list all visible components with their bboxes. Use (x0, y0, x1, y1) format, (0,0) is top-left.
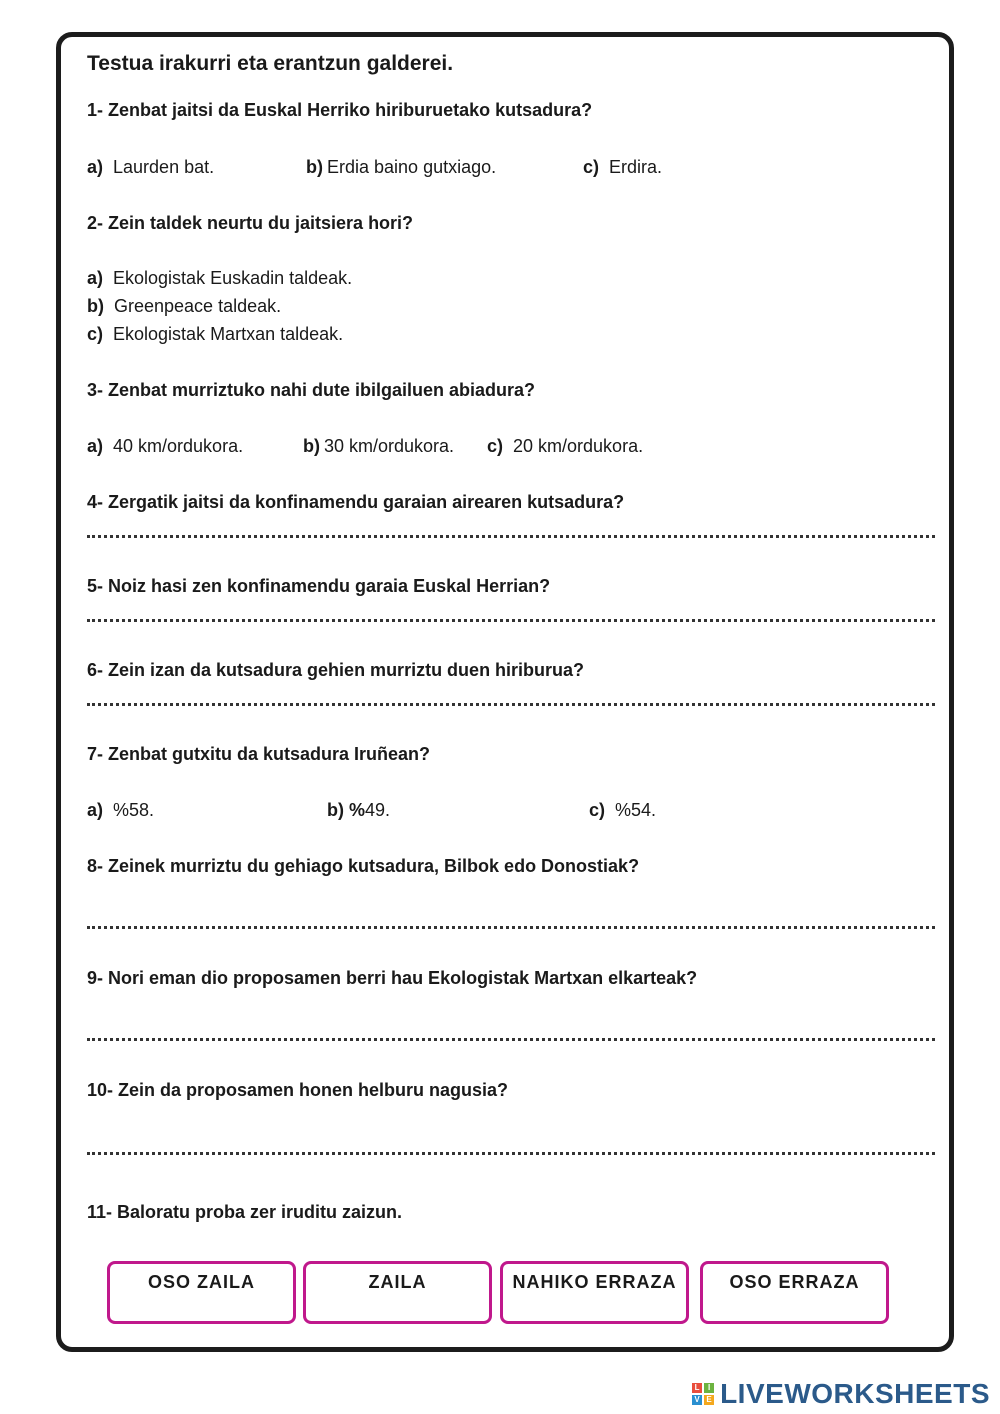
rating-oso-erraza-button[interactable]: OSO ERRAZA (700, 1261, 889, 1324)
q2-option-a[interactable]: a) Ekologistak Euskadin taldeak. (87, 268, 353, 288)
worksheet-title: Testua irakurri eta erantzun galderei. (87, 52, 454, 75)
rating-nahiko-erraza-button[interactable]: NAHIKO ERRAZA (500, 1261, 689, 1324)
q10-answer-line[interactable] (87, 1152, 935, 1155)
question-4: 4- Zergatik jaitsi da konfinamendu garaian airearen kutsadura? (87, 492, 625, 512)
q7-option-b[interactable]: b) %49. (327, 800, 391, 820)
question-9: 9- Nori eman dio proposamen berri hau Ekologistak Martxan elkarteak? (87, 968, 698, 988)
brand-name: LIVEWORKSHEETS (720, 1378, 990, 1409)
question-1: 1- Zenbat jaitsi da Euskal Herriko hiriburuetako kutsadura? (87, 100, 593, 120)
q2-option-c[interactable]: c) Ekologistak Martxan taldeak. (87, 324, 344, 344)
q7-option-c[interactable]: c) %54. (589, 800, 657, 820)
question-2: 2- Zein taldek neurtu du jaitsiera hori? (87, 213, 414, 233)
q7-option-a[interactable]: a) %58. (87, 800, 155, 820)
q5-answer-line[interactable] (87, 619, 935, 622)
question-6: 6- Zein izan da kutsadura gehien murriztu duen hiriburua? (87, 660, 585, 680)
question-8: 8- Zeinek murriztu du gehiago kutsadura, Bilbok edo Donostiak? (87, 856, 640, 876)
q1-option-b[interactable]: b) Erdia baino gutxiago. (306, 157, 497, 177)
q9-answer-line[interactable] (87, 1038, 935, 1041)
q3-option-c[interactable]: c) 20 km/ordukora. (487, 436, 644, 456)
logo-tiles-icon: L I V E (692, 1383, 714, 1405)
q6-answer-line[interactable] (87, 703, 935, 706)
q3-option-b[interactable]: b) 30 km/ordukora. (303, 436, 455, 456)
q2-option-b[interactable]: b) Greenpeace taldeak. (87, 296, 282, 316)
q1-option-c[interactable]: c) Erdira. (583, 157, 663, 177)
question-3: 3- Zenbat murriztuko nahi dute ibilgailuen abiadura? (87, 380, 536, 400)
q4-answer-line[interactable] (87, 535, 935, 538)
question-11: 11- Baloratu proba zer iruditu zaizun. (87, 1202, 403, 1222)
question-10: 10- Zein da proposamen honen helburu nagusia? (87, 1080, 509, 1100)
rating-oso-zaila-button[interactable]: OSO ZAILA (107, 1261, 296, 1324)
question-5: 5- Noiz hasi zen konfinamendu garaia Euskal Herrian? (87, 576, 551, 596)
q3-option-a[interactable]: a) 40 km/ordukora. (87, 436, 244, 456)
rating-zaila-button[interactable]: ZAILA (303, 1261, 492, 1324)
q8-answer-line[interactable] (87, 926, 935, 929)
liveworksheets-logo (692, 1378, 990, 1410)
question-7: 7- Zenbat gutxitu da kutsadura Iruñean? (87, 744, 431, 764)
q1-option-a[interactable]: a) Laurden bat. (87, 157, 215, 177)
